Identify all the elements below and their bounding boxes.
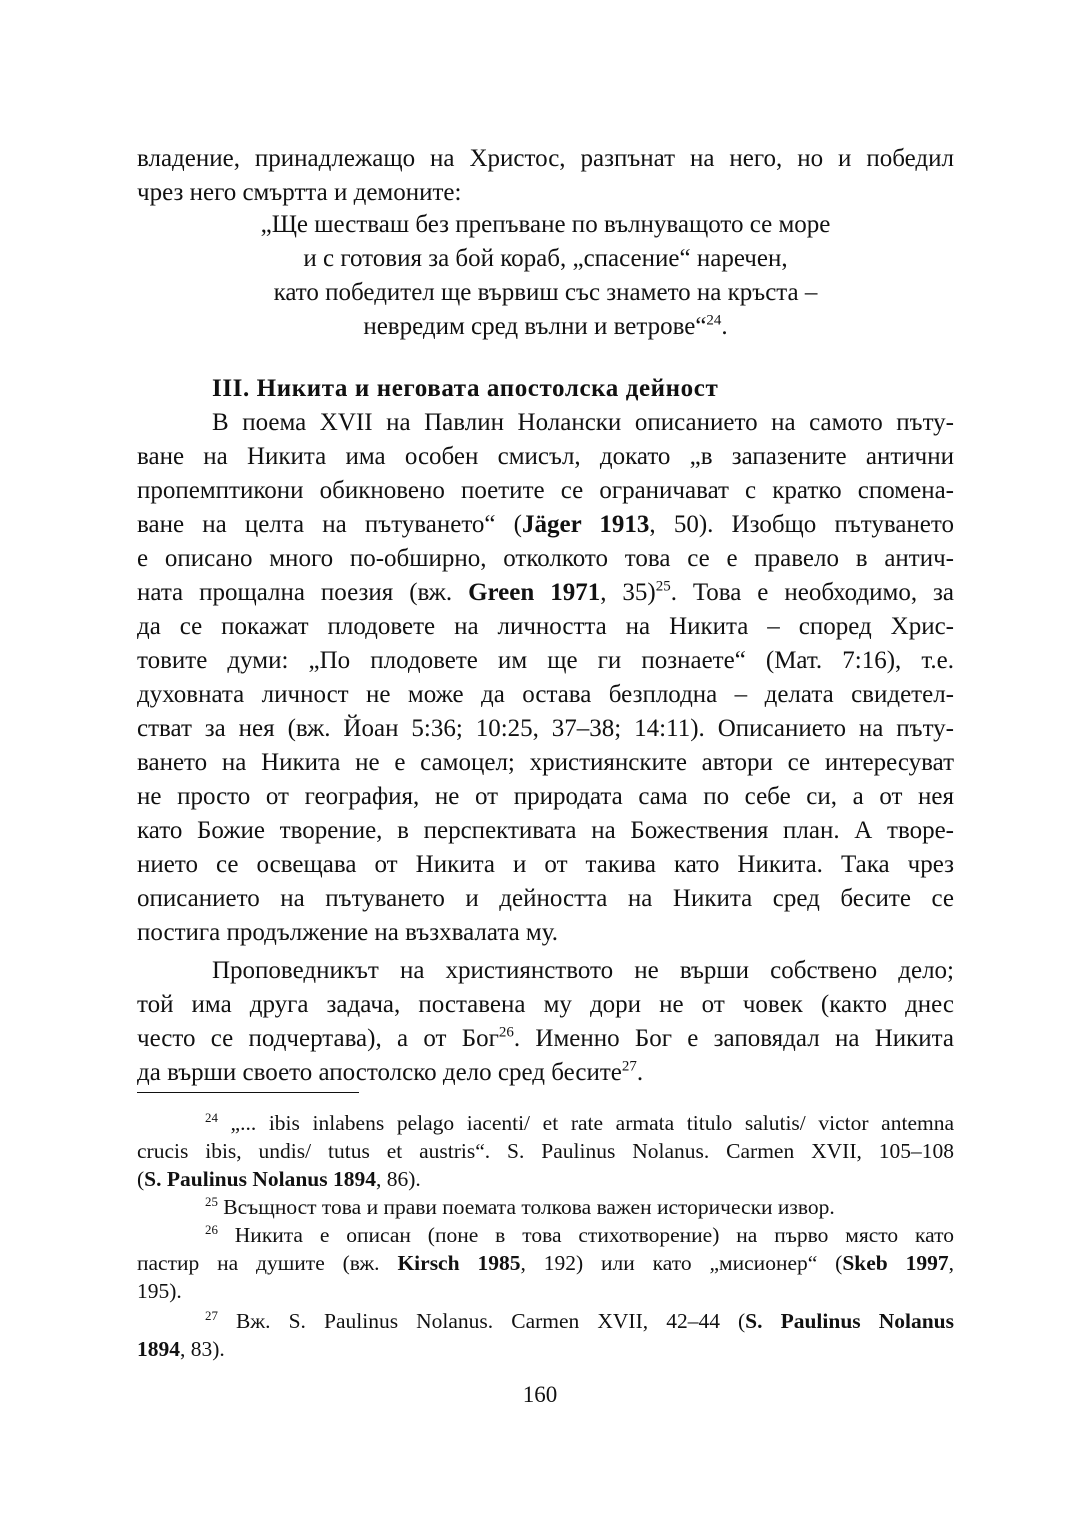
body-line: е описано много по-обширно, отколкото това се е правело в антич- (137, 545, 954, 572)
footnote-line (205, 1108, 954, 1138)
footnote-ref: 27 (621, 1058, 637, 1075)
footnote-line (137, 1164, 954, 1194)
body-line: Проповедникът на християнството не върши собствено дело; (212, 957, 954, 984)
text: ване на целта на пътуването“ ( (137, 511, 523, 538)
citation: S. Paulinus Nolanus (745, 1309, 954, 1333)
body-line: ване на Никита има особен смисъл, докато „в запазените антични (137, 443, 954, 470)
body-line: описанието на пътуването и дейността на Никита сред бесите се (137, 885, 954, 912)
text: , 50). Изобщо пътуването (649, 511, 955, 538)
footnote-line (205, 1192, 954, 1222)
body-line: товите думи: „По плодовете им ще ги познаете“ (Мат. 7:16), т.е. (137, 647, 954, 674)
verse-text: . (721, 313, 728, 340)
body-line (137, 1056, 954, 1090)
citation: Skeb 1997 (842, 1251, 949, 1275)
footnote-number: 24 (205, 1110, 218, 1125)
body-line: нието се освещава от Никита и от такива като Никита. Така чрез (137, 851, 954, 878)
text: , 83). (180, 1337, 225, 1361)
citation: Kirsch 1985 (397, 1251, 521, 1275)
footnote-ref: 24 (706, 312, 722, 329)
body-line: чрез него смъртта и демоните: (137, 179, 462, 206)
footnote-line (137, 1334, 954, 1364)
page-number: 160 (522, 1382, 558, 1407)
footnote-line: 195). (137, 1279, 182, 1303)
body-line: да се покажат плодовете на личността на Никита – според Хрис- (137, 613, 954, 640)
text: да върши своето апостолско дело сред бесите (137, 1059, 622, 1086)
body-line: ването на Никита не е самоцел; християнските автори се интересуват (137, 749, 954, 776)
text: Вж. S. Paulinus Nolanus. Carmen XVII, 42–44 ( (217, 1309, 746, 1333)
text: „... ibis inlabens pelago iacenti/ et rate armata titulo salutis/ victor antemna (217, 1111, 954, 1135)
footnote-line: crucis ibis, undis/ tutus et austris“. S. Paulinus Nolanus. Carmen XVII, 105–108 (137, 1139, 954, 1163)
text: ( (137, 1167, 145, 1191)
footnote-line (137, 1248, 954, 1278)
citation: 1894 (137, 1337, 180, 1361)
verse-line: и с готовия за бой кораб, „спасение“ наречен, (303, 245, 788, 272)
footnote-number: 27 (205, 1308, 218, 1323)
section-heading: III. Никита и неговата апостолска дейност (212, 375, 719, 402)
body-line (137, 508, 954, 542)
verse-line: „Ще шестваш без препъване по вълнуващото се море (260, 211, 831, 238)
citation: Jäger 1913 (522, 511, 650, 538)
footnote-line (205, 1220, 954, 1250)
body-line: В поема XVII на Павлин Ноланcки описанието на самото пъту- (212, 409, 954, 436)
body-line (137, 576, 954, 610)
body-line (137, 1022, 954, 1056)
citation: S. Paulinus Nolanus 1894 (144, 1167, 376, 1191)
body-line: не просто от география, не от природата сама по себе си, а от нея (137, 783, 954, 810)
footnote-number: 26 (205, 1222, 218, 1237)
text: , (948, 1251, 955, 1275)
text: ната прощална поезия (вж. (137, 579, 469, 606)
citation: Green 1971 (468, 579, 601, 606)
body-line: постига продължение на възхвалата му. (137, 919, 558, 946)
footnote-number: 25 (205, 1194, 218, 1209)
text: Всъщност това и прави поемата толкова важен исторически извор. (217, 1195, 835, 1219)
text: Никита е описан (поне в това стихотворение) на първо място като (217, 1223, 954, 1247)
footnote-line (205, 1306, 954, 1336)
verse-line: като победител ще вървиш със знамето на кръста – (273, 279, 818, 306)
footnote-separator (137, 1092, 359, 1093)
verse-line (137, 310, 954, 344)
body-line: стват за нея (вж. Йоан 5:36; 10:25, 37–38; 14:11). Описанието на пъту- (137, 715, 954, 742)
body-line: владение, принадлежащо на Христос, разпънат на него, но и победил (137, 145, 954, 172)
body-line: като Божие творение, в перспективата на Божествения план. А творе- (137, 817, 954, 844)
text: , 35) (600, 579, 656, 606)
footnote-ref: 25 (655, 578, 671, 595)
text: . (636, 1059, 644, 1086)
body-line: духовната личност не може да остава безплодна – делата свидетел- (137, 681, 954, 708)
body-line: той има друга задача, поставена му дори не от човек (както днес (137, 991, 954, 1018)
text: . Това е необходимо, за (670, 579, 954, 606)
footnote-ref: 26 (498, 1024, 514, 1041)
text: , 192) или като „мисионер“ ( (520, 1251, 843, 1275)
text: пастир на душите (вж. (137, 1251, 398, 1275)
verse-text: невредим сред вълни и ветрове“ (363, 313, 707, 340)
text: често се подчертава), а от Бог (137, 1025, 499, 1052)
text: . Именно Бог е заповядал на Никита (513, 1025, 954, 1052)
text: , 86). (375, 1167, 421, 1191)
body-line: пропемптикони обикновено поетите се ограничават с кратко спомена- (137, 477, 954, 504)
